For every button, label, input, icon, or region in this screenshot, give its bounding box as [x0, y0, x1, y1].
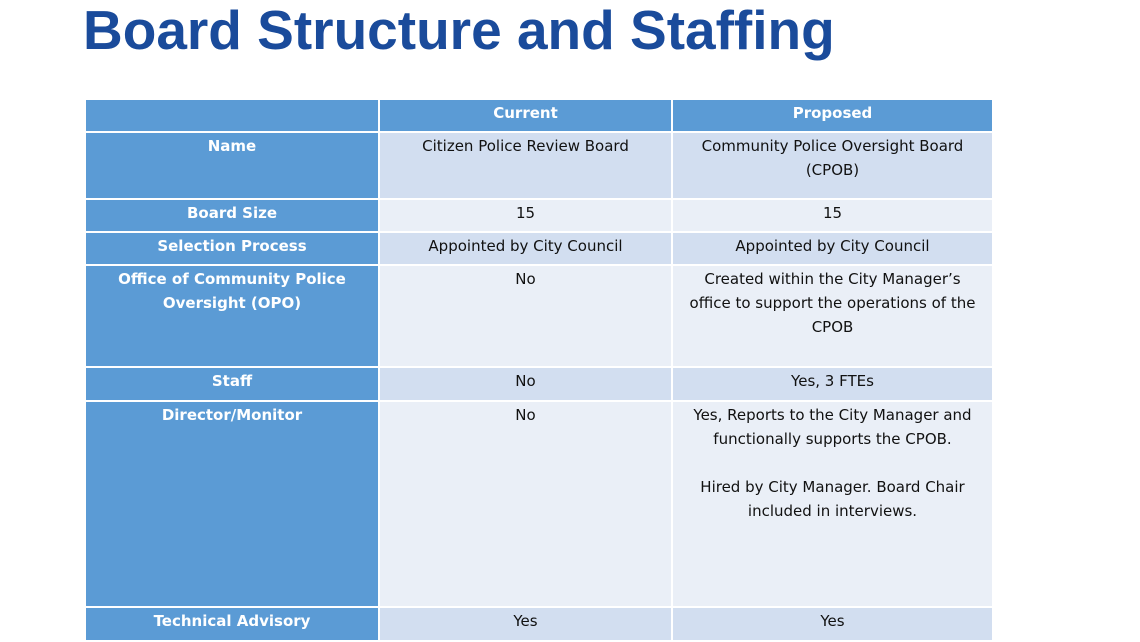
proposed-staff-cell [672, 367, 993, 401]
row-label-opo [85, 265, 379, 367]
row-label-opo-line-1: Office of Community Police [118, 270, 346, 288]
proposed-name-line-2: (CPOB) [805, 161, 860, 179]
header-label-cell [85, 99, 379, 132]
current-selection-process-cell [379, 232, 672, 265]
proposed-selection-process-text: Appointed by City Council [735, 237, 930, 255]
header-proposed: Proposed [672, 99, 993, 132]
row-label-technical-advisory-text: Technical Advisory [153, 612, 311, 630]
proposed-director-line-4: included in interviews. [747, 502, 918, 520]
proposed-opo-line-3: CPOB [811, 318, 854, 336]
row-label-board-size [85, 199, 379, 232]
proposed-director-line-2: functionally supports the CPOB. [713, 430, 952, 448]
header-current: Current [379, 99, 672, 132]
proposed-director-line-3: Hired by City Manager. Board Chair [700, 478, 965, 496]
proposed-director-line-1: Yes, Reports to the City Manager and [693, 406, 972, 424]
row-label-director-monitor-text: Director/Monitor [161, 406, 303, 424]
table-row-opo [85, 265, 993, 367]
row-label-technical-advisory [85, 607, 379, 641]
table-row-selection-process [85, 232, 993, 265]
row-label-name-text: Name [207, 137, 257, 155]
current-selection-process-text: Appointed by City Council [428, 237, 623, 255]
proposed-board-size-text: 15 [822, 204, 843, 222]
paragraph-spacer [679, 451, 986, 475]
table-row-technical-advisory [85, 607, 993, 641]
proposed-technical-advisory-text: Yes [820, 612, 845, 630]
current-director-monitor-cell [379, 401, 672, 607]
current-board-size-text: 15 [515, 204, 536, 222]
row-label-selection-process-text: Selection Process [157, 237, 307, 255]
current-technical-advisory-cell [379, 607, 672, 641]
current-staff-text: No [515, 372, 536, 390]
row-label-name [85, 132, 379, 199]
row-label-director-monitor [85, 401, 379, 607]
row-label-opo-line-2: Oversight (OPO) [162, 294, 302, 312]
current-staff-cell [379, 367, 672, 401]
comparison-table [84, 98, 994, 642]
table-row-name [85, 132, 993, 199]
proposed-director-monitor-cell [672, 401, 993, 607]
row-label-selection-process [85, 232, 379, 265]
row-label-staff-text: Staff [211, 372, 253, 390]
proposed-opo-cell [672, 265, 993, 367]
table-header-row [85, 99, 993, 132]
proposed-technical-advisory-cell [672, 607, 993, 641]
proposed-name-line-1: Community Police Oversight Board [701, 137, 964, 155]
slide-title: Board Structure and Staffing [83, 0, 835, 61]
row-label-board-size-text: Board Size [186, 204, 278, 222]
current-director-monitor-text: No [515, 406, 536, 424]
current-technical-advisory-text: Yes [513, 612, 538, 630]
row-label-staff [85, 367, 379, 401]
proposed-board-size-cell [672, 199, 993, 232]
table-row-board-size [85, 199, 993, 232]
proposed-staff-text: Yes, 3 FTEs [791, 372, 874, 390]
proposed-opo-line-1: Created within the City Manager’s [704, 270, 961, 288]
proposed-selection-process-cell [672, 232, 993, 265]
current-opo-cell [379, 265, 672, 367]
current-board-size-cell [379, 199, 672, 232]
current-name-text: Citizen Police Review Board [422, 137, 629, 155]
proposed-name-cell [672, 132, 993, 199]
current-name-cell [379, 132, 672, 199]
table-row-staff [85, 367, 993, 401]
current-opo-text: No [515, 270, 536, 288]
table-row-director-monitor [85, 401, 993, 607]
proposed-opo-line-2: office to support the operations of the [689, 294, 976, 312]
